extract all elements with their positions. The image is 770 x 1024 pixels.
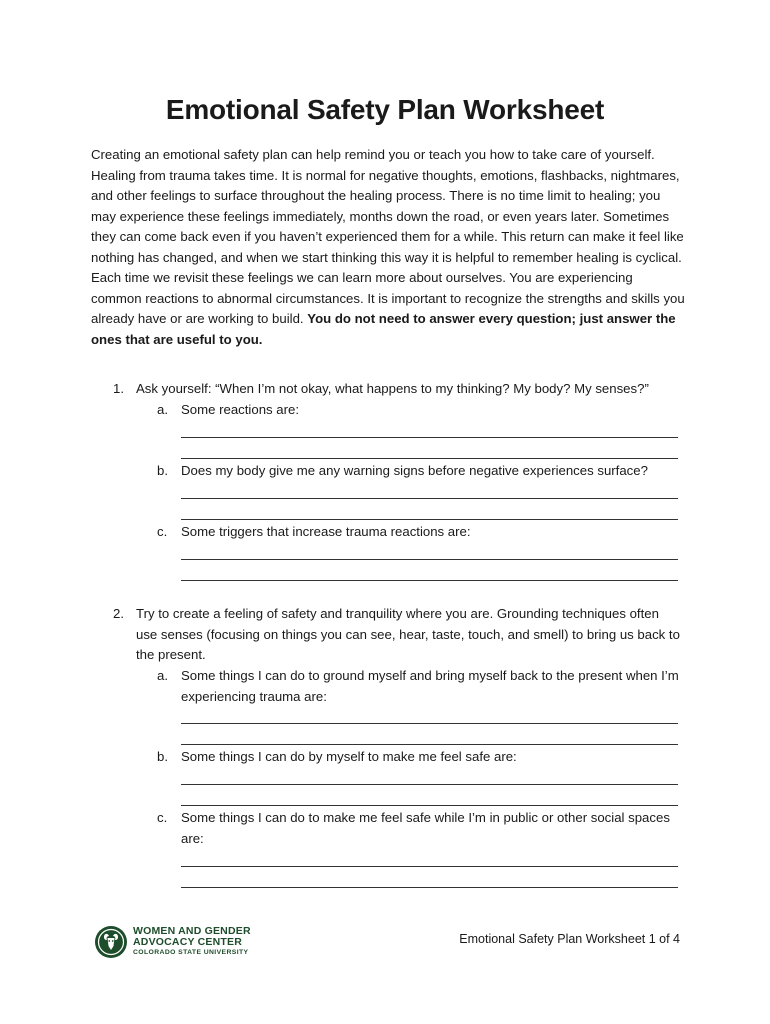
question-2-text: Try to create a feeling of safety and tranquility where you are. Grounding techniques often use senses (focusing on things you can see, hear, taste, touch, and smell) to bring us back to the present. [136,606,680,662]
answer-line[interactable] [181,559,678,560]
answer-line[interactable] [181,866,678,867]
answer-line[interactable] [181,519,678,520]
question-1-text: Ask yourself: “When I’m not okay, what happens to my thinking? My body? My senses?” [136,381,649,396]
logo-wordmark [133,926,251,958]
answer-line[interactable] [181,437,678,438]
page-title: Emotional Safety Plan Worksheet [165,94,605,125]
answer-line[interactable] [181,784,678,785]
answer-line[interactable] [181,498,678,499]
intro-bold-note: You do not need to answer every question; just answer the ones that are useful to you. [91,311,676,347]
question-2b-letter: b. [157,749,168,764]
answer-line[interactable] [181,580,678,581]
question-2a-text: Some things I can do to ground myself and bring myself back to the present when I’m experiencing trauma are: [181,668,679,704]
question-1b-letter: b. [157,463,168,478]
question-1c-letter: c. [157,524,168,539]
logo-line-3: COLORADO STATE UNIVERSITY [133,949,249,956]
answer-line[interactable] [181,805,678,806]
answer-line[interactable] [181,887,678,888]
footer-logo [93,922,293,964]
logo-line-1: WOMEN AND GENDER [133,925,251,937]
answer-line[interactable] [181,744,678,745]
footer-page-label: Emotional Safety Plan Worksheet 1 of 4 [459,932,680,946]
question-1c-text: Some triggers that increase trauma reactions are: [181,524,471,539]
answer-line[interactable] [181,458,678,459]
intro-text: Creating an emotional safety plan can help remind you or teach you how to take care of yourself. Healing from trauma takes time. It is normal for negative thoughts, emotions, flashbacks, nightmares, and other feelings to surface throughout the healing process. There is no time limit to healing; you may experience these feelings immediately, months down the road, or even years later. Sometimes they can come back even if you haven’t experienced them for a while. This return can make it feel like nothing has changed, and when we start thinking this way it is helpful to remember healing is cyclical. Each time we revisit these feelings we can learn more about ourselves. You are experiencing common reactions to abnormal circumstances. It is important to recognize the strengths and skills you already have or are working to build. [91,147,685,326]
question-2c-letter: c. [157,810,168,825]
question-1a-text: Some reactions are: [181,402,300,417]
question-2a-letter: a. [157,668,168,683]
question-2c-text: Some things I can do to make me feel safe while I’m in public or other social spaces are: [181,810,670,846]
answer-line[interactable] [181,723,678,724]
question-1a-letter: a. [157,402,168,417]
question-2b-text: Some things I can do by myself to make me feel safe are: [181,749,517,764]
intro-paragraph [91,145,686,350]
logo-line-2: ADVOCACY CENTER [133,936,242,948]
question-2-number: 2. [113,606,124,621]
ram-head-seal-icon [93,924,129,960]
question-1-number: 1. [113,381,124,396]
question-1b-text: Does my body give me any warning signs before negative experiences surface? [181,463,648,478]
